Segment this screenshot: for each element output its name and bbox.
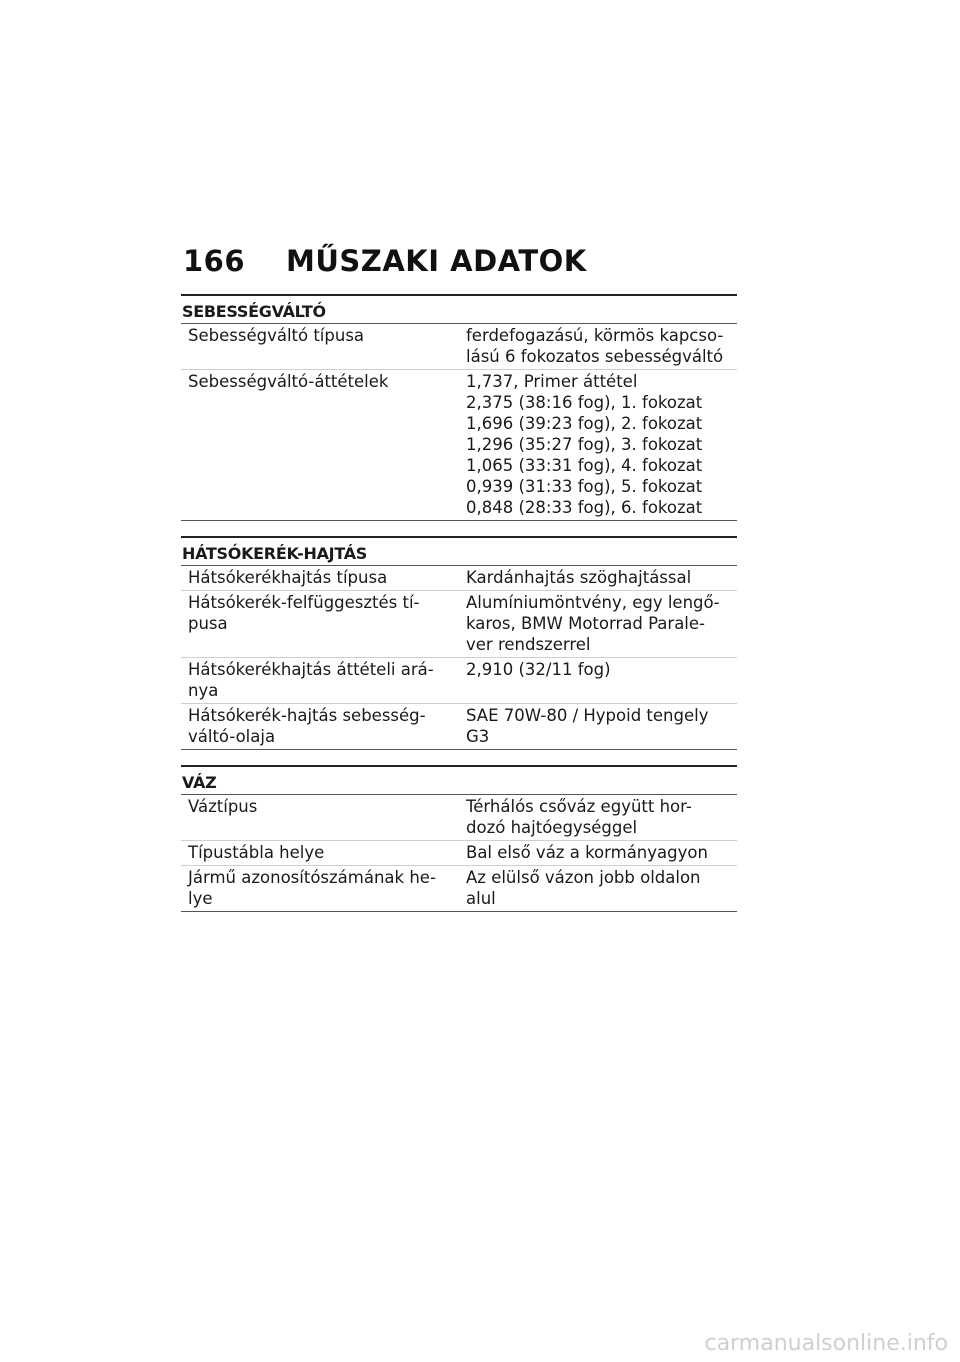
spec-section bbox=[181, 536, 737, 750]
spec-value-line: Térhálós csőváz együtt hor- bbox=[466, 797, 692, 816]
spec-value-line: G3 bbox=[466, 727, 490, 746]
spec-value-line: dozó hajtóegységgel bbox=[466, 818, 638, 837]
spec-table bbox=[181, 794, 737, 912]
spec-label bbox=[181, 370, 459, 521]
spec-label-line: lye bbox=[188, 889, 213, 908]
spec-label bbox=[181, 566, 459, 591]
spec-value-line: Bal első váz a kormányagyon bbox=[466, 843, 708, 862]
spec-label bbox=[181, 658, 459, 704]
section-title: HÁTSÓKERÉK-HAJTÁS bbox=[182, 544, 368, 563]
spec-value-line: alul bbox=[466, 889, 496, 908]
spec-label-line: váltó-olaja bbox=[188, 727, 276, 746]
spec-label bbox=[181, 704, 459, 750]
spec-value-line: ver rendszerrel bbox=[466, 635, 591, 654]
spec-value-line: 0,848 (28:33 fog), 6. fokozat bbox=[466, 498, 703, 517]
spec-value-line: ferdefogazású, körmös kapcso- bbox=[466, 326, 724, 345]
spec-value bbox=[459, 324, 737, 370]
page-number: 166 bbox=[183, 244, 246, 278]
spec-value-line: Kardánhajtás szöghajtással bbox=[466, 568, 692, 587]
spec-value bbox=[459, 866, 737, 912]
spec-value bbox=[459, 370, 737, 521]
spec-value bbox=[459, 658, 737, 704]
spec-value-line: 0,939 (31:33 fog), 5. fokozat bbox=[466, 477, 703, 496]
table-row bbox=[181, 841, 737, 866]
table-row bbox=[181, 658, 737, 704]
spec-value-line: Alumíniumöntvény, egy lengő- bbox=[466, 593, 720, 612]
spec-value bbox=[459, 841, 737, 866]
page-header bbox=[183, 244, 587, 278]
watermark: carmanualsonline.info bbox=[704, 1331, 948, 1356]
spec-label-line: Típustábla helye bbox=[188, 843, 325, 862]
spec-label-line: pusa bbox=[188, 614, 228, 633]
table-row bbox=[181, 566, 737, 591]
spec-value-line: 1,737, Primer áttétel bbox=[466, 372, 638, 391]
page-title: MŰSZAKI ADATOK bbox=[286, 244, 587, 278]
spec-label-line: Hátsókerék-felfüggesztés tí- bbox=[188, 593, 420, 612]
spec-value bbox=[459, 795, 737, 841]
spec-value-line: 2,910 (32/11 fog) bbox=[466, 660, 611, 679]
spec-table bbox=[181, 323, 737, 521]
spec-value-line: 2,375 (38:16 fog), 1. fokozat bbox=[466, 393, 703, 412]
table-row bbox=[181, 370, 737, 521]
spec-table bbox=[181, 565, 737, 750]
spec-label-line: Jármű azonosítószámának he- bbox=[188, 868, 436, 887]
table-row bbox=[181, 704, 737, 750]
section-title: VÁZ bbox=[182, 773, 217, 792]
spec-label-line: Sebességváltó típusa bbox=[188, 326, 365, 345]
spec-value-line: 1,296 (35:27 fog), 3. fokozat bbox=[466, 435, 703, 454]
spec-label-line: Váztípus bbox=[188, 797, 258, 816]
table-row bbox=[181, 324, 737, 370]
table-row bbox=[181, 795, 737, 841]
spec-label-line: Hátsókerékhajtás típusa bbox=[188, 568, 388, 587]
spec-value-line: Az elülső vázon jobb oldalon bbox=[466, 868, 701, 887]
spec-value bbox=[459, 704, 737, 750]
spec-value-line: 1,065 (33:31 fog), 4. fokozat bbox=[466, 456, 703, 475]
spec-label-line: Hátsókerékhajtás áttételi ará- bbox=[188, 660, 434, 679]
spec-value-line: 1,696 (39:23 fog), 2. fokozat bbox=[466, 414, 703, 433]
spec-label bbox=[181, 841, 459, 866]
spec-value bbox=[459, 566, 737, 591]
spec-label-line: nya bbox=[188, 681, 219, 700]
spec-content bbox=[181, 294, 737, 927]
spec-label bbox=[181, 866, 459, 912]
spec-label bbox=[181, 795, 459, 841]
spec-value-line: SAE 70W-80 / Hypoid tengely bbox=[466, 706, 709, 725]
spec-value bbox=[459, 591, 737, 658]
table-row bbox=[181, 591, 737, 658]
spec-section bbox=[181, 765, 737, 912]
table-row bbox=[181, 866, 737, 912]
spec-label-line: Hátsókerék-hajtás sebesség- bbox=[188, 706, 426, 725]
spec-value-line: lású 6 fokozatos sebességváltó bbox=[466, 347, 724, 366]
spec-section bbox=[181, 294, 737, 521]
spec-label bbox=[181, 591, 459, 658]
section-title: SEBESSÉGVÁLTÓ bbox=[182, 302, 326, 321]
spec-value-line: karos, BMW Motorrad Parale- bbox=[466, 614, 706, 633]
spec-label-line: Sebességváltó-áttételek bbox=[188, 372, 389, 391]
spec-label bbox=[181, 324, 459, 370]
